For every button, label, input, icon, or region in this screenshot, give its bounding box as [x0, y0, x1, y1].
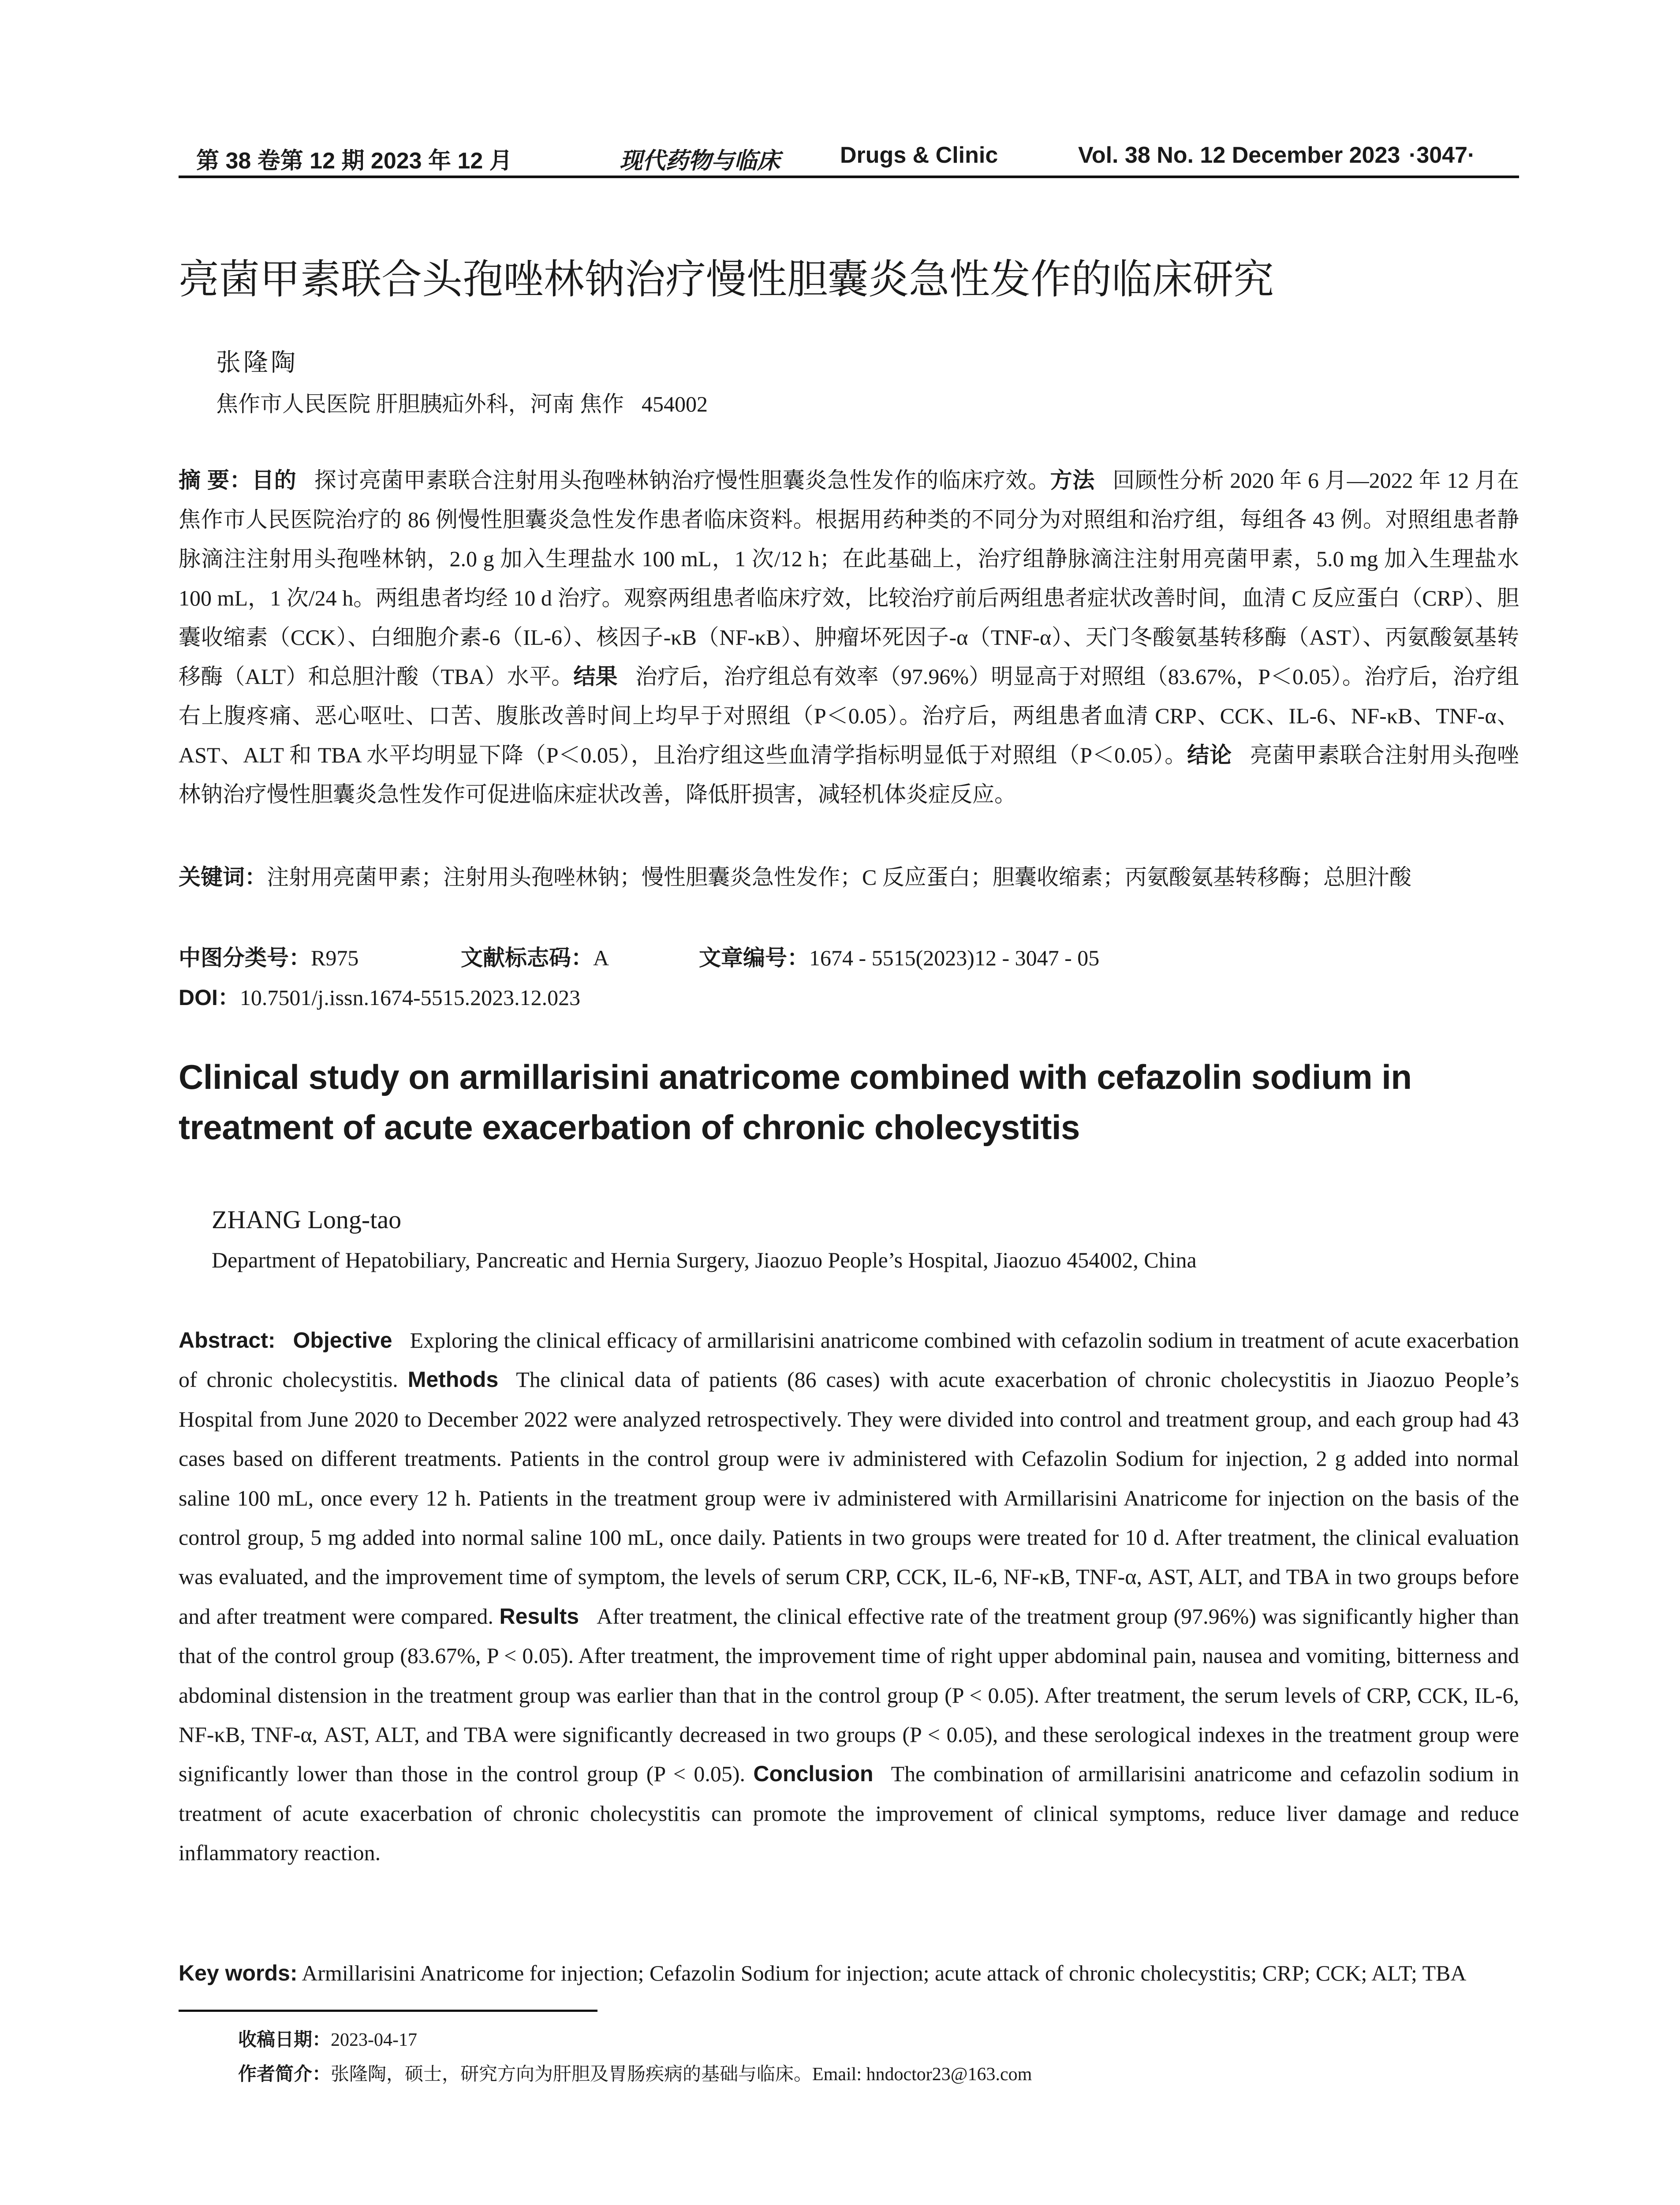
classification-row: [179, 940, 1519, 980]
affiliation-en: Department of Hepatobiliary, Pancreatic and Hernia Surgery, Jiaozuo People’s Hospital, Jiaozuo 454002, China: [212, 1248, 1197, 1272]
results-label-en: Results: [499, 1603, 579, 1629]
clc-number: 中图分类号：R975: [179, 946, 359, 970]
methods-text-cn: 回顾性分析 2020 年 6 月—2022 年 12 月在焦作市人民医院治疗的 86 例慢性胆囊炎急性发作患者临床资料。根据用药种类的不同分为对照组和治疗组，每组各 43 例。对照组患者静脉滴注注射用头孢唑林钠，2.0 g 加入生理盐水 100 mL，1 次/12 h；在此基础上，治疗组静脉滴注注射用亮菌甲素，5.0 mg 加入生理盐水 100 mL，1 次/24 h。两组患者均经 10 d 治疗。观察两组患者临床疗效，比较治疗前后两组患者症状改善时间，血清 C 反应蛋白（CRP）、胆囊收缩素（CCK）、白细胞介素-6（IL-6）、核因子-κB（NF-κB）、肿瘤坏死因子-α（TNF-α）、天门冬酸氨基转移酶（AST）、丙氨酸氨基转移酶（ALT）和总胆汁酸（TBA）水平。: [179, 468, 1519, 689]
abstract-en: [179, 1321, 1519, 1951]
keywords-label-cn: 关键词：: [179, 865, 267, 889]
conclusion-label-en: Conclusion: [753, 1761, 874, 1786]
document-code: 文献标志码：A: [461, 946, 609, 970]
objective-label-cn: 目的: [252, 468, 297, 493]
keywords-cn: [179, 858, 1519, 937]
header-journal-en: Drugs & Clinic: [840, 142, 998, 168]
keywords-text-en: Armillarisini Anatricome for injection; Cefazolin Sodium for injection; acute attack of chronic cholecystitis; CRP; CCK; ALT; TBA: [302, 1961, 1467, 1985]
running-header: [179, 140, 1519, 178]
doi: [179, 980, 580, 1012]
article-title-cn: 亮菌甲素联合头孢唑林钠治疗慢性胆囊炎急性发作的临床研究: [179, 257, 1274, 302]
header-page-number: ·3047·: [1409, 142, 1475, 168]
abstract-label-cn: 摘 要：: [179, 468, 252, 493]
header-volume-en: Vol. 38 No. 12 December 2023: [1078, 142, 1400, 168]
methods-text-en: The clinical data of patients (86 cases) with acute exacerbation of chronic cholecystitis in Jiaozuo People’s Hospital from June 2020 to December 2022 were analyzed retrospectively. They were divided into control and treatment group, and each group had 43 cases based on different treatments. Patients in the control group were iv administered with Cefazolin Sodium for injection, 2 g added into normal saline 100 mL, once every 12 h. Patients in the treatment group were iv administered with Armillarisini Anatricome for injection on the basis of the control group, 5 mg added into normal saline 100 mL, once daily. Patients in two groups were treated for 10 d. After treatment, the clinical evaluation was evaluated, and the improvement time of symptom, the levels of serum CRP, CCK, IL-6, NF-κB, TNF-α, AST, ALT, and TBA in two groups before and after treatment were compared.: [179, 1367, 1519, 1629]
conclusion-text-en: The combination of armillarisini anatricome and cefazolin sodium in treatment of acute exacerbation of chronic cholecystitis can promote the improvement of clinical symptoms, reduce liver damage and reduce inflammatory reaction.: [179, 1761, 1519, 1865]
abstract-label-en: Abstract:: [179, 1328, 276, 1353]
objective-label-en: Objective: [293, 1328, 392, 1353]
results-text-cn: 治疗后，治疗组总有效率（97.96%）明显高于对照组（83.67%，P＜0.05）。治疗后，治疗组右上腹疼痛、恶心呕吐、口苦、腹胀改善时间上均早于对照组（P＜0.05）。治疗后，两组患者血清 CRP、CCK、IL-6、NF-κB、TNF-α、AST、ALT 和 TBA 水平均明显下降（P＜0.05），且治疗组这些血清学指标明显低于对照组（P＜0.05）。: [179, 664, 1519, 767]
objective-text-en: Exploring the clinical efficacy of armillarisini anatricome combined with cefazolin sodium in treatment of acute exacerbation of chronic cholecystitis.: [179, 1328, 1519, 1392]
author-name-cn: 张隆陶: [216, 349, 298, 377]
article-number: 文章编号：1674 - 5515(2023)12 - 3047 - 05: [699, 946, 1100, 970]
doi-label: DOI：: [179, 985, 240, 1010]
keywords-en: [179, 1954, 1519, 2033]
methods-label-cn: 方法: [1050, 468, 1095, 493]
header-volume-cn: 第 38 卷第 12 期 2023 年 12 月: [196, 148, 512, 174]
doi-value: 10.7501/j.issn.1674-5515.2023.12.023: [239, 985, 581, 1010]
received-date: 收稿日期：2023-04-17: [238, 2029, 417, 2050]
author-name-en: ZHANG Long-tao: [212, 1205, 402, 1234]
footnote-divider: [179, 2010, 597, 2012]
conclusion-text-cn: 亮菌甲素联合注射用头孢唑林钠治疗慢性胆囊炎急性发作可促进临床症状改善，降低肝损害，减轻机体炎症反应。: [179, 743, 1519, 807]
conclusion-label-cn: 结论: [1187, 743, 1232, 767]
results-text-en: After treatment, the clinical effective rate of the treatment group (97.96%) was significantly higher than that of the control group (83.67%, P < 0.05). After treatment, the improvement time of right upper abdominal pain, nausea and vomiting, bitterness and abdominal distension in the treatment group was earlier than that in the control group (P < 0.05). After treatment, the serum levels of CRP, CCK, IL-6, NF-κB, TNF-α, AST, ALT, and TBA were significantly decreased in two groups (P < 0.05), and these serological indexes in the treatment group were significantly lower than those in the control group (P < 0.05).: [179, 1603, 1519, 1786]
affiliation-institution-cn: 焦作市人民医院 肝胆胰疝外科，河南 焦作: [216, 392, 624, 416]
article-title-en: Clinical study on armillarisini anatricome combined with cefazolin sodium in treatment of acute exacerbation of chronic cholecystitis: [179, 1058, 1412, 1147]
abstract-cn: [179, 461, 1519, 853]
objective-text-cn: 探讨亮菌甲素联合注射用头孢唑林钠治疗慢性胆囊炎急性发作的临床疗效。: [314, 468, 1050, 493]
affiliation-cn: [216, 386, 708, 418]
results-label-cn: 结果: [573, 664, 618, 689]
affiliation-postcode-cn: 454002: [642, 392, 708, 416]
header-journal-cn: 现代药物与临床: [620, 147, 780, 174]
keywords-text-cn: 注射用亮菌甲素；注射用头孢唑林钠；慢性胆囊炎急性发作；C 反应蛋白；胆囊收缩素；丙氨酸氨基转移酶；总胆汁酸: [267, 865, 1411, 889]
methods-label-en: Methods: [407, 1367, 499, 1392]
author-bio: 作者简介：张隆陶，硕士，研究方向为肝胆及胃肠疾病的基础与临床。Email: hndoctor23@163.com: [238, 2063, 1032, 2085]
keywords-label-en: Key words:: [179, 1961, 298, 1985]
